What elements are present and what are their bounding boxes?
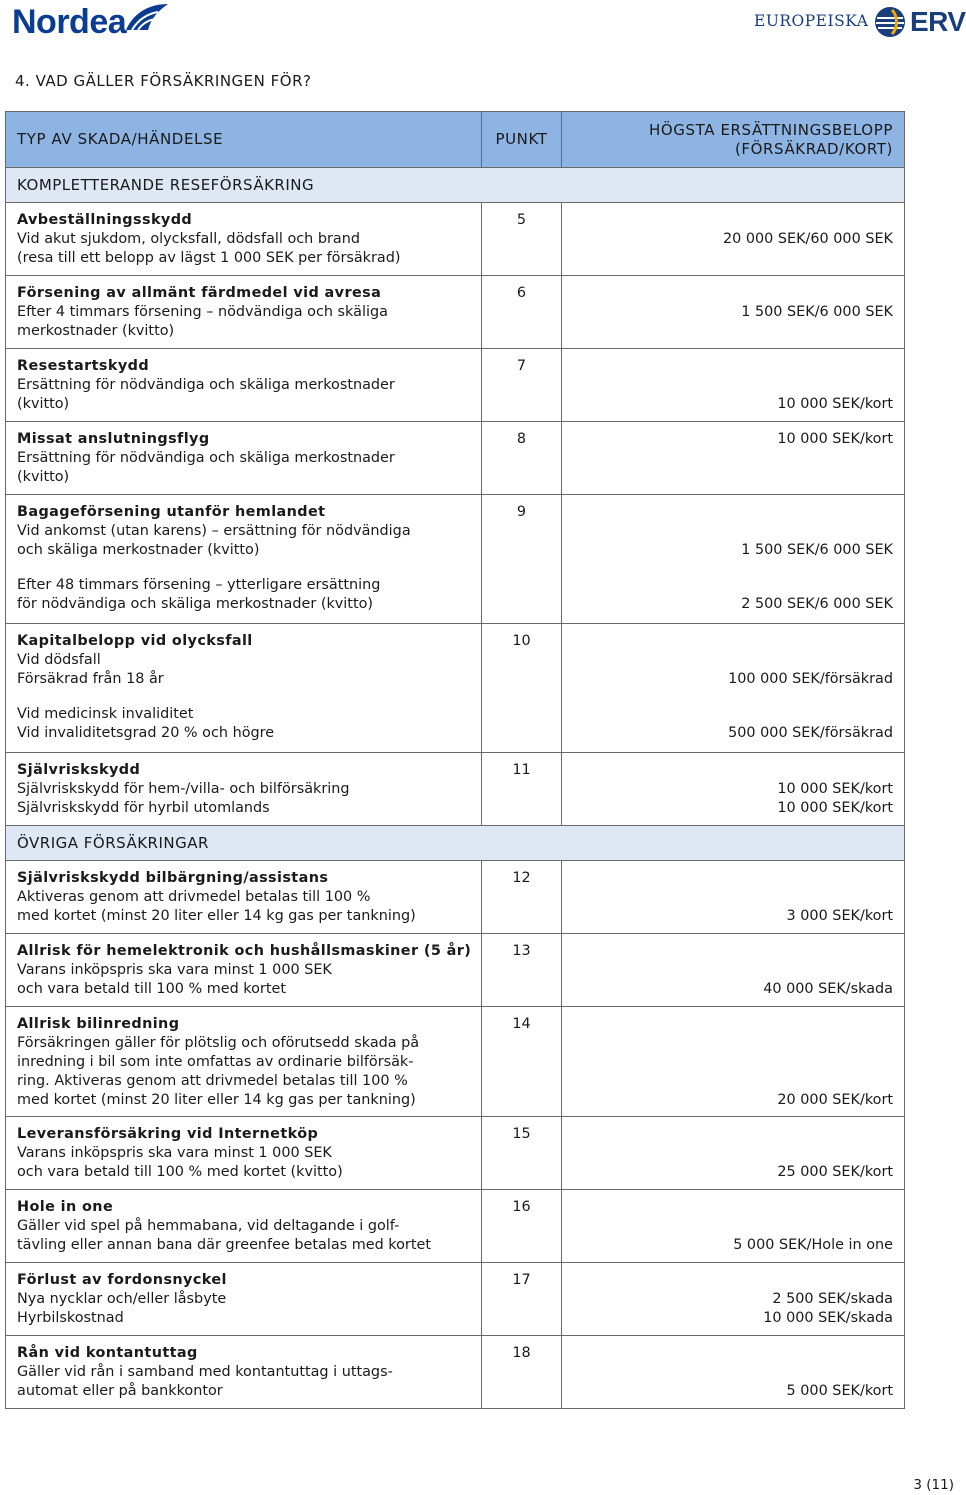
amount-line [562, 376, 893, 395]
row-description [6, 203, 482, 276]
row-description [6, 568, 482, 624]
amount-line [562, 705, 893, 724]
table-row [6, 203, 905, 276]
row-punkt: 11 [482, 753, 562, 826]
table-row [6, 861, 905, 934]
row-amount [562, 495, 905, 568]
amount-line [562, 522, 893, 541]
row-title: Hole in one [17, 1199, 114, 1215]
amount-line: 100 000 SEK/försäkrad [728, 671, 893, 687]
row-title: Allrisk för hemelektronik och hushållsmaskiner (5 år) [17, 943, 472, 959]
row-title: Förlust av fordonsnyckel [17, 1272, 227, 1288]
amount-line: 5 000 SEK/kort [786, 1383, 893, 1399]
amount-line [562, 1344, 893, 1363]
row-text-line: Vid invaliditetsgrad 20 % och högre [17, 724, 275, 741]
amount-line: 2 500 SEK/6 000 SEK [741, 595, 893, 612]
row-text-line: Hyrbilskostnad [17, 1310, 124, 1326]
section-title: 4. VAD GÄLLER FÖRSÄKRINGEN FÖR? [15, 72, 312, 90]
col-header-punkt: PUNKT [482, 112, 562, 168]
row-description [6, 1117, 482, 1190]
group-label: KOMPLETTERANDE RESEFÖRSÄKRING [6, 168, 905, 203]
row-text-line: (kvitto) [17, 469, 70, 485]
amount-line: 3 000 SEK/kort [786, 908, 893, 924]
row-amount [562, 624, 905, 697]
row-punkt: 15 [482, 1117, 562, 1190]
row-amount [562, 1007, 905, 1117]
amount-line [562, 888, 893, 907]
row-description [6, 276, 482, 349]
table-row [6, 349, 905, 422]
row-description [6, 624, 482, 697]
amount-line [562, 869, 893, 888]
nordea-wave-icon [124, 2, 170, 32]
row-text-line: och skäliga merkostnader (kvitto) [17, 542, 260, 558]
table-row [6, 753, 905, 826]
row-punkt [482, 697, 562, 753]
row-punkt: 8 [482, 422, 562, 495]
row-description [6, 1190, 482, 1263]
row-amount [562, 349, 905, 422]
row-description [6, 422, 482, 495]
amount-line [562, 211, 893, 230]
table-row [6, 1190, 905, 1263]
row-text-line: Gäller vid rån i samband med kontantuttag i uttags- [17, 1364, 393, 1380]
row-title: Leveransförsäkring vid Internetköp [17, 1126, 319, 1142]
amount-line [562, 1217, 893, 1236]
row-amount [562, 753, 905, 826]
amount-line: 10 000 SEK/skada [763, 1310, 893, 1326]
amount-line [562, 1053, 893, 1072]
row-punkt: 7 [482, 349, 562, 422]
amount-line [562, 284, 893, 303]
amount-line [562, 761, 893, 780]
row-title: Kapitalbelopp vid olycksfall [17, 633, 253, 649]
row-text-line: Efter 48 timmars försening – ytterligare ersättning [17, 576, 381, 593]
amount-line: 25 000 SEK/kort [777, 1164, 893, 1180]
amount-line: 10 000 SEK/kort [777, 781, 893, 797]
amount-line [562, 503, 893, 522]
amount-line: 1 500 SEK/6 000 SEK [741, 304, 893, 320]
row-amount [562, 697, 905, 753]
row-description [6, 934, 482, 1007]
row-text-line: med kortet (minst 20 liter eller 14 kg gas per tankning) [17, 908, 416, 924]
row-text-line: Självriskskydd för hem-/villa- och bilförsäkring [17, 781, 350, 797]
amount-line: 20 000 SEK/60 000 SEK [722, 231, 893, 247]
page-number: 3 (11) [913, 1477, 954, 1493]
row-text-line: Varans inköpspris ska vara minst 1 000 SEK [17, 962, 332, 978]
amount-line [562, 942, 893, 961]
row-amount [562, 861, 905, 934]
amount-line [562, 1363, 893, 1382]
nordea-logo-text: Nordea [12, 3, 127, 41]
table-row [6, 1263, 905, 1336]
amount-line: 10 000 SEK/kort [777, 431, 893, 447]
row-description [6, 753, 482, 826]
row-amount [562, 1190, 905, 1263]
row-text-line: (kvitto) [17, 396, 70, 412]
erv-logo-text: ERV [910, 6, 966, 37]
row-description [6, 861, 482, 934]
col-header-type: TYP AV SKADA/HÄNDELSE [6, 112, 482, 168]
row-description [6, 495, 482, 568]
row-title: Försening av allmänt färdmedel vid avresa [17, 285, 382, 301]
col-header-amount-line1: HÖGSTA ERSÄTTNINGSBELOPP [648, 120, 893, 139]
row-amount [562, 934, 905, 1007]
amount-line [562, 357, 893, 376]
row-title: Självriskskydd bilbärgning/assistans [17, 870, 329, 886]
row-text-line: Ersättning för nödvändiga och skäliga merkostnader [17, 450, 395, 466]
amount-line: 10 000 SEK/kort [777, 800, 893, 816]
globe-icon [874, 6, 906, 38]
europeiska-erv-logo [754, 6, 966, 40]
row-punkt: 6 [482, 276, 562, 349]
row-amount [562, 1117, 905, 1190]
row-punkt: 9 [482, 495, 562, 568]
row-amount [562, 568, 905, 624]
table-row [6, 624, 905, 697]
table-row [6, 495, 905, 568]
row-title: Avbeställningsskydd [17, 212, 193, 228]
row-text-line: Aktiveras genom att drivmedel betalas till 100 % [17, 889, 371, 905]
amount-line: 40 000 SEK/skada [763, 981, 893, 997]
table-row [6, 1117, 905, 1190]
row-title: Bagageförsening utanför hemlandet [17, 504, 326, 520]
table-row [6, 1007, 905, 1117]
row-punkt: 14 [482, 1007, 562, 1117]
row-punkt: 10 [482, 624, 562, 697]
amount-line [562, 576, 893, 595]
row-text-line: och vara betald till 100 % med kortet [17, 981, 286, 997]
row-title: Missat anslutningsflyg [17, 431, 210, 447]
row-text-line: Nya nycklar och/eller låsbyte [17, 1291, 227, 1307]
group-row [6, 826, 905, 861]
amount-line: 5 000 SEK/Hole in one [733, 1237, 893, 1253]
row-punkt: 17 [482, 1263, 562, 1336]
row-punkt: 13 [482, 934, 562, 1007]
row-punkt: 18 [482, 1336, 562, 1409]
row-text-line: Försäkrad från 18 år [17, 671, 164, 687]
row-text-line: med kortet (minst 20 liter eller 14 kg gas per tankning) [17, 1092, 416, 1108]
row-amount [562, 203, 905, 276]
amount-line: 1 500 SEK/6 000 SEK [741, 542, 893, 558]
row-text-line: inredning i bil som inte omfattas av ordinarie bilförsäk- [17, 1054, 414, 1070]
row-amount [562, 276, 905, 349]
row-description [6, 349, 482, 422]
amount-line [562, 1271, 893, 1290]
row-text-line: Försäkringen gäller för plötslig och oförutsedd skada på [17, 1035, 420, 1051]
row-title: Resestartskydd [17, 358, 150, 374]
amount-line [562, 1034, 893, 1053]
row-text-line: Ersättning för nödvändiga och skäliga merkostnader [17, 377, 395, 393]
row-text-line: Vid dödsfall [17, 652, 101, 668]
table-row [6, 1336, 905, 1409]
amount-line [562, 1015, 893, 1034]
amount-line: 20 000 SEK/kort [777, 1092, 893, 1108]
group-label: ÖVRIGA FÖRSÄKRINGAR [6, 826, 905, 861]
europeiska-logo-text: EUROPEISKA [754, 12, 869, 30]
row-description [6, 1263, 482, 1336]
nordea-logo [12, 2, 172, 42]
row-text-line: (resa till ett belopp av lägst 1 000 SEK per försäkrad) [17, 250, 401, 266]
amount-line [562, 1198, 893, 1217]
amount-line [562, 651, 893, 670]
row-text-line: ring. Aktiveras genom att drivmedel betalas till 100 % [17, 1073, 408, 1089]
row-title: Allrisk bilinredning [17, 1016, 180, 1032]
amount-line: 10 000 SEK/kort [777, 396, 893, 412]
row-text-line: merkostnader (kvitto) [17, 323, 175, 339]
row-description [6, 1007, 482, 1117]
row-amount [562, 422, 905, 495]
row-description [6, 1336, 482, 1409]
amount-line [562, 1072, 893, 1091]
col-header-amount-line2: (FÖRSÄKRAD/KORT) [734, 139, 893, 158]
row-text-line: och vara betald till 100 % med kortet (kvitto) [17, 1164, 343, 1180]
row-text-line: Vid ankomst (utan karens) – ersättning för nödvändiga [17, 523, 411, 539]
row-title: Rån vid kontantuttag [17, 1345, 198, 1361]
row-text-line: tävling eller annan bana där greenfee betalas med kortet [17, 1237, 431, 1253]
amount-line: 500 000 SEK/försäkrad [728, 724, 893, 741]
group-row [6, 168, 905, 203]
row-title: Självriskskydd [17, 762, 141, 778]
amount-line [562, 632, 893, 651]
table-row [6, 422, 905, 495]
amount-line [562, 1125, 893, 1144]
row-text-line: Självriskskydd för hyrbil utomlands [17, 800, 270, 816]
amount-line [562, 961, 893, 980]
row-punkt: 16 [482, 1190, 562, 1263]
amount-line: 2 500 SEK/skada [772, 1291, 893, 1307]
row-text-line: Vid medicinsk invaliditet [17, 705, 194, 722]
row-text-line: Vid akut sjukdom, olycksfall, dödsfall och brand [17, 231, 360, 247]
table-row [6, 276, 905, 349]
coverage-table [5, 111, 905, 1409]
row-text-line: Gäller vid spel på hemmabana, vid deltagande i golf- [17, 1218, 400, 1234]
row-text-line: Varans inköpspris ska vara minst 1 000 SEK [17, 1145, 332, 1161]
col-header-amount [562, 112, 905, 168]
table-row [6, 934, 905, 1007]
row-text-line: automat eller på bankkontor [17, 1383, 223, 1399]
amount-line [562, 1144, 893, 1163]
row-punkt [482, 568, 562, 624]
row-text-line: Efter 4 timmars försening – nödvändiga och skäliga [17, 304, 388, 320]
table-row [6, 697, 905, 753]
table-header-row [6, 112, 905, 168]
row-punkt: 12 [482, 861, 562, 934]
row-punkt: 5 [482, 203, 562, 276]
row-description [6, 697, 482, 753]
table-row [6, 568, 905, 624]
row-amount [562, 1336, 905, 1409]
row-amount [562, 1263, 905, 1336]
row-text-line: för nödvändiga och skäliga merkostnader (kvitto) [17, 595, 374, 612]
